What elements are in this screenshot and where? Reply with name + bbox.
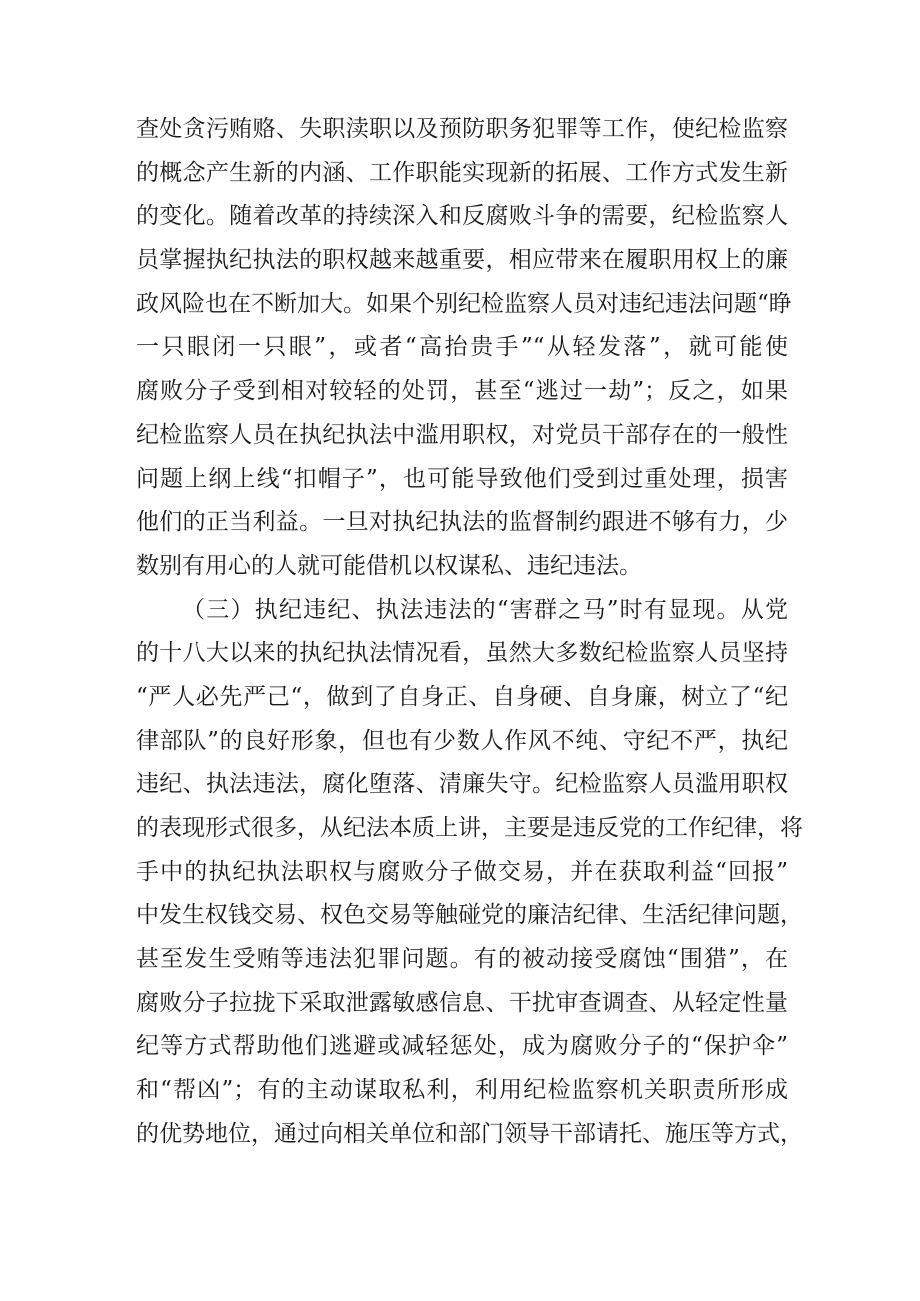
text-line: 纪等方式帮助他们逃避或减轻惩处，成为腐败分子的“保护伞”: [136, 1033, 788, 1060]
text-line: 一只眼闭一只眼”，或者“高抬贵手”“从轻发落”，就可能使: [136, 334, 788, 361]
text-line: 的十八大以来的执纪执法情况看，虽然大多数纪检监察人员坚持: [136, 640, 788, 667]
text-line: 腐败分子受到相对较轻的处罚，甚至“逃过一劫”；反之，如果: [136, 378, 788, 405]
text-line: 违纪、执法违法，腐化堕落、清廉失守。纪检监察人员滥用职权: [136, 771, 788, 798]
text-line: 数别有用心的人就可能借机以权谋私、违纪违法。: [136, 552, 642, 579]
section-heading-line: （三）执纪违纪、执法违法的“害群之马”时有显现。从党: [182, 596, 788, 623]
text-line: 的表现形式很多，从纪法本质上讲，主要是违反党的工作纪律，将: [136, 815, 803, 841]
text-line: 纪检监察人员在执纪执法中滥用职权，对党员干部存在的一般性: [136, 421, 788, 448]
text-line: 腐败分子拉拢下采取泄露敏感信息、干扰审查调查、从轻定性量: [136, 989, 788, 1016]
text-line: 手中的执纪执法职权与腐败分子做交易，并在获取利益“回报”: [136, 858, 788, 885]
text-line: 律部队”的良好形象，但也有少数人作风不纯、守纪不严，执纪: [136, 727, 788, 754]
text-line: 政风险也在不断加大。如果个别纪检监察人员对违纪违法问题“睁: [136, 290, 792, 317]
text-line: 和“帮凶”；有的主动谋取私利，利用纪检监察机关职责所形成: [136, 1077, 788, 1104]
text-line: 甚至发生受贿等违法犯罪问题。有的被动接受腐蚀“围猎”，在: [136, 946, 788, 973]
text-line: 的优势地位，通过向相关单位和部门领导干部请托、施压等方式，: [136, 1120, 803, 1147]
text-line: 他们的正当利益。一旦对执纪执法的监督制约跟进不够有力，少: [136, 509, 788, 536]
body-text: [136, 108, 803, 1157]
text-line: 的概念产生新的内涵、工作职能实现新的拓展、工作方式发生新: [136, 159, 788, 186]
text-line: “严人必先严己“，做到了自身正、自身硬、自身廉，树立了“纪: [136, 683, 788, 710]
text-line: 员掌握执纪执法的职权越来越重要，相应带来在履职用权上的廉: [136, 247, 788, 274]
text-line: 问题上纲上线“扣帽子”，也可能导致他们受到过重处理，损害: [136, 465, 788, 492]
text-line: 的变化。随着改革的持续深入和反腐败斗争的需要，纪检监察人: [136, 203, 788, 230]
text-line: 查处贪污贿赂、失职渎职以及预防职务犯罪等工作，使纪检监察: [136, 116, 788, 142]
text-line: 中发生权钱交易、权色交易等触碰党的廉洁纪律、生活纪律问题，: [136, 902, 803, 929]
